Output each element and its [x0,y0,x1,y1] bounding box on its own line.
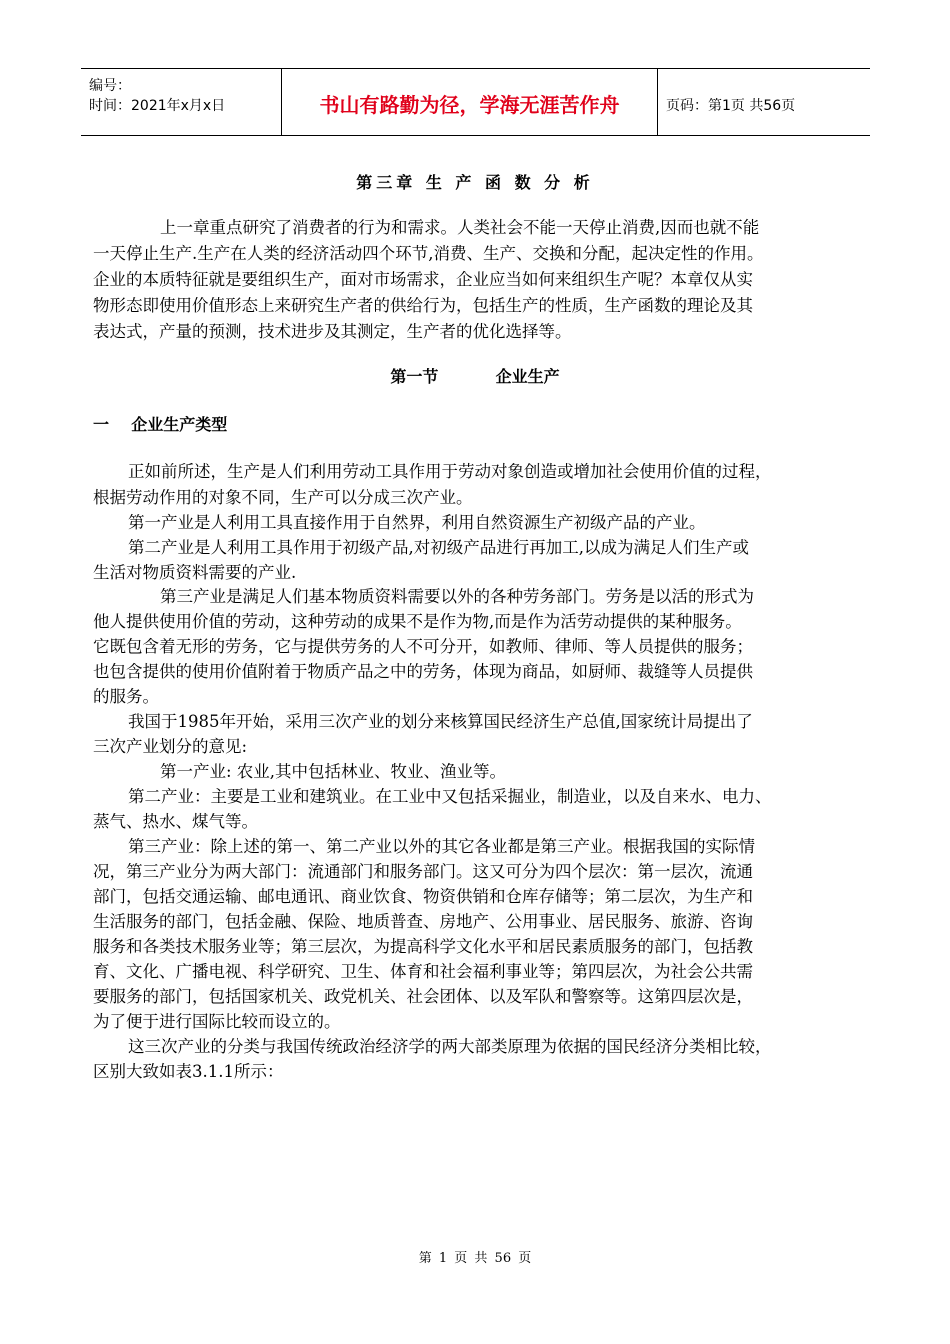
body-line: 生活服务的部门，包括金融、保险、地质普查、房地产、公用事业、居民服务、旅游、咨询 [93,912,753,931]
intro-line: 一天停止生产.生产在人类的经济活动四个环节,消费、生产、交换和分配，起决定性的作用。 [93,244,764,263]
header-info-cell [81,69,282,135]
body-line: 第三产业：除上述的第一、第二产业以外的其它各业都是第三产业。根据我国的实际情 [128,837,755,856]
body-line: 蒸气、热水、煤气等。 [93,812,258,831]
body-line: 我国于1985年开始，采用三次产业的划分来核算国民经济生产总值,国家统计局提出了 [128,712,753,731]
body-line: 它既包含着无形的劳务，它与提供劳务的人不可分开，如教师、律师、等人员提供的服务； [93,637,753,656]
body-line: 服务和各类技术服务业等；第三层次，为提高科学文化水平和居民素质服务的部门，包括教 [93,937,753,956]
body-line: 这三次产业的分类与我国传统政治经济学的两大部类原理为依据的国民经济分类相比较， [128,1037,772,1056]
body-line: 他人提供使用价值的劳动，这种劳动的成果不是作为物,而是作为活劳动提供的某种服务。 [93,612,742,631]
chapter-title: 第三章 生 产 函 数 分 析 [356,173,594,192]
subsection-title: 一 企业生产类型 [93,415,228,434]
header-slogan-cell [282,69,658,135]
body-line: 根据劳动作用的对象不同，生产可以分成三次产业。 [93,488,473,507]
document-number-label: 编号： [89,78,131,94]
body-line: 也包含提供的使用价值附着于物质产品之中的劳务，体现为商品，如厨师、裁缝等人员提供 [93,662,753,681]
section-name: 企业生产 [495,367,560,386]
intro-line: 表达式，产量的预测，技术进步及其测定，生产者的优化选择等。 [93,322,572,341]
body-line: 第一产业是人利用工具直接作用于自然界，利用自然资源生产初级产品的产业。 [128,513,706,532]
section-title [0,364,950,387]
header-page-number: 页码：第1页 共56页 [666,98,796,114]
body-line: 区别大致如表3.1.1所示： [93,1062,284,1081]
header-page-cell [658,69,870,135]
body-line: 部门，包括交通运输、邮电通讯、商业饮食、物资供销和仓库存储等；第二层次，为生产和 [93,887,753,906]
section-number: 第一节 [390,367,439,386]
body-line: 要服务的部门，包括国家机关、政党机关、社会团体、以及军队和警察等。这第四层次是， [93,987,753,1006]
intro-line: 上一章重点研究了消费者的行为和需求。人类社会不能一天停止消费,因而也就不能 [160,218,760,237]
body-line: 第一产业: 农业,其中包括林业、牧业、渔业等。 [160,762,507,781]
page-header [81,68,870,136]
body-line: 第三产业是满足人们基本物质资料需要以外的各种劳务部门。劳务是以活的形式为 [160,587,754,606]
header-slogan: 书山有路勤为径，学海无涯苦作舟 [319,93,620,117]
body-line: 第二产业是人利用工具作用于初级产品,对初级产品进行再加工,以成为满足人们生产或 [128,538,749,557]
document-date-label: 时间：2021年x月x日 [89,98,226,114]
intro-line: 企业的本质特征就是要组织生产，面对市场需求，企业应当如何来组织生产呢？本章仅从实 [93,270,753,289]
body-line: 为了便于进行国际比较而设立的。 [93,1012,341,1031]
body-line: 三次产业划分的意见: [93,737,248,756]
body-line: 第二产业：主要是工业和建筑业。在工业中又包括采掘业，制造业，以及自来水、电力、 [128,787,772,806]
body-line: 正如前所述，生产是人们利用劳动工具作用于劳动对象创造或增加社会使用价值的过程， [128,462,772,481]
page-footer: 第 1 页 共 56 页 [418,1251,532,1266]
intro-line: 物形态即使用价值形态上来研究生产者的供给行为，包括生产的性质，生产函数的理论及其 [93,296,753,315]
body-line: 生活对物质资料需要的产业. [93,563,297,582]
body-line: 况，第三产业分为两大部门：流通部门和服务部门。这又可分为四个层次：第一层次，流通 [93,862,753,881]
body-line: 育、文化、广播电视、科学研究、卫生、体育和社会福利事业等；第四层次，为社会公共需 [93,962,753,981]
body-line: 的服务。 [93,687,159,706]
